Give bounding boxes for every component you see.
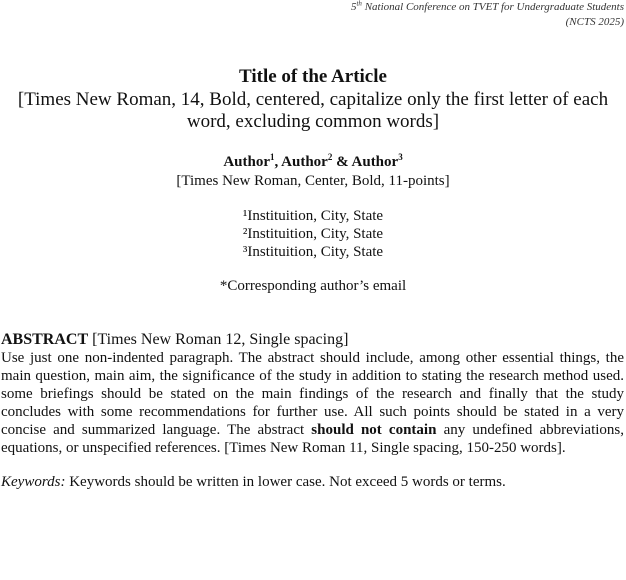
author-1: Author: [223, 154, 270, 170]
conference-ordinal-suffix: th: [356, 0, 362, 8]
corresponding-email: *Corresponding author’s email: [219, 278, 407, 294]
affiliation-1: ¹Instituition, City, State: [242, 208, 384, 224]
conference-name-line: [351, 0, 624, 15]
affiliation-list: [0, 207, 626, 261]
abstract-heading: [1, 330, 348, 349]
conference-header: [351, 0, 624, 30]
author-separator-1: ,: [274, 154, 282, 170]
conference-acronym: (NCTS 2025): [565, 16, 624, 28]
conference-name: National Conference on TVET for Undergraduate Students: [364, 1, 624, 13]
abstract-text-1: Use just one non-indented paragraph. The abstract should include, among other essential things, the main question, main aim, the significance of the study in addition to stating the research method used. some briefings should be stated on the main findings of the research and finally that the study concludes with some recommendations for further use. All such points should be stated in a very concise and summarized language. The abstract: [1, 350, 624, 438]
author-3-affiliation-mark: 3: [398, 152, 403, 162]
keywords-label: Keywords:: [1, 474, 66, 490]
abstract-body: [1, 349, 624, 457]
abstract-label: ABSTRACT: [1, 331, 89, 348]
affiliation-3: ³Instituition, City, State: [242, 244, 384, 260]
conference-ordinal: 5: [350, 1, 357, 13]
abstract-format-note: [Times New Roman 12, Single spacing]: [88, 331, 349, 348]
author-separator-2: &: [332, 154, 352, 170]
abstract-text-bold: should not contain: [311, 422, 437, 438]
title-format-note: [Times New Roman, 14, Bold, centered, capitalize only the first letter of each word, excluding common words]: [17, 89, 609, 132]
affiliation-2: ²Instituition, City, State: [242, 226, 384, 242]
keywords-text: Keywords should be written in lower case. Not exceed 5 words or terms.: [65, 474, 506, 490]
article-title: Title of the Article: [239, 66, 387, 87]
authors-format-note: [Times New Roman, Center, Bold, 11-points]: [176, 173, 450, 189]
author-1-affiliation-mark: 1: [269, 152, 275, 162]
abstract-text-2: any undefined abbreviations, equations, or unspecified references. [Times New Roman 11, Single spacing, 150-250 words].: [1, 422, 625, 456]
author-3: Author: [351, 154, 399, 170]
author-list: [0, 153, 626, 171]
keywords-line: [1, 473, 624, 491]
author-2: Author: [281, 154, 328, 170]
author-2-affiliation-mark: 2: [327, 152, 333, 162]
